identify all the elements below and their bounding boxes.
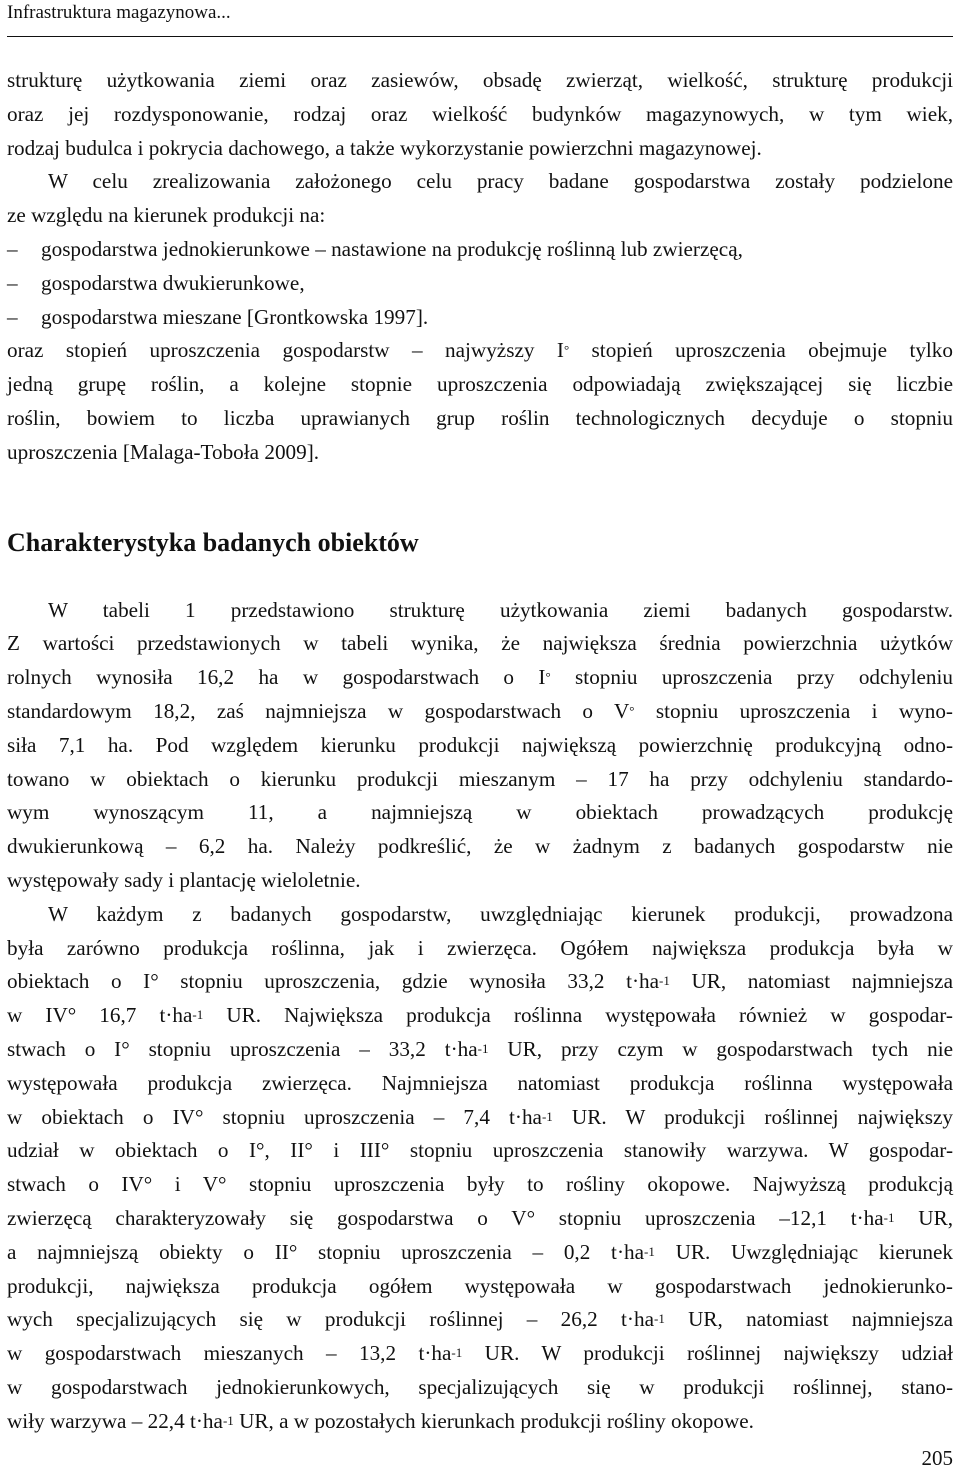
- text-run: stwach o I° stopniu uproszczenia – 33,2 t·ha: [7, 1036, 478, 1061]
- list-dash: –: [7, 236, 18, 261]
- text-line: W każdym z badanych gospodarstw, uwzględniając kierunek produkcji, prowadzona: [48, 901, 953, 926]
- text-line: [7, 1202, 953, 1236]
- text-run: stopień uproszczenia obejmuje tylko: [569, 338, 953, 363]
- text-line: W tabeli 1 przedstawiono strukturę użytkowania ziemi badanych gospodarstw.: [48, 597, 953, 622]
- exponent-superscript: -1: [222, 1412, 234, 1428]
- text-line: jedną grupę roślin, a kolejne stopnie uproszczenia odpowiadają zwiększającej się liczbie: [7, 372, 953, 397]
- list-dash: –: [7, 270, 18, 295]
- degree-superscript: °: [545, 669, 551, 685]
- text-line: roślin, bowiem to liczba uprawianych grup roślin technologicznych decyduje o stopniu: [7, 405, 953, 430]
- text-line: oraz jej rozdysponowanie, rodzaj oraz wielkość budynków magazynowych, w tym wiek,: [7, 101, 953, 126]
- text-line: występowały sady i plantację wieloletnie.: [7, 867, 361, 892]
- text-run: stopniu uproszczenia i wyno-: [634, 698, 953, 723]
- degree-superscript: °: [563, 342, 570, 358]
- list-item-text: gospodarstwa mieszane [Grontkowska 1997].: [41, 304, 429, 329]
- paragraph-1: [7, 64, 953, 165]
- text-run: w obiektach o IV° stopniu uproszczenia – 7,4 t·ha: [7, 1104, 542, 1129]
- text-line: [7, 1337, 953, 1371]
- exponent-superscript: -1: [653, 1311, 665, 1327]
- exponent-superscript: -1: [192, 1007, 204, 1023]
- paragraph-3: [7, 334, 953, 469]
- text-run: UR,: [894, 1205, 954, 1230]
- list-item-text: gospodarstwa dwukierunkowe,: [41, 270, 305, 295]
- paragraph-5: [7, 898, 953, 1439]
- exponent-superscript: -1: [644, 1243, 655, 1259]
- text-run: obiektach o I° stopniu uproszczenia, gdzie wynosiła 33,2 t·ha: [7, 969, 660, 994]
- text-line: [7, 1236, 953, 1270]
- text-line: wym wynoszącym 11, a najmniejszą w obiektach prowadzących produkcję: [7, 800, 953, 825]
- text-line: siła 7,1 ha. Pod względem kierunku produkcji największą powierzchnię produkcyjną odno-: [7, 732, 953, 757]
- text-line: w gospodarstwach jednokierunkowych, specjalizujących się w produkcji roślinnej, stano-: [7, 1374, 953, 1399]
- list-item: [7, 267, 953, 301]
- text-line: [7, 334, 953, 368]
- text-run: standardowym 18,2, zaś najmniejsza w gospodarstwach o V: [7, 698, 630, 723]
- running-head: Infrastruktura magazynowa...: [7, 2, 231, 23]
- list-item: [7, 301, 953, 335]
- list-dash: –: [7, 304, 18, 329]
- text-run: UR, natomiast najmniejsza: [669, 969, 953, 994]
- text-line: strukturę użytkowania ziemi oraz zasiewów, obsadę zwierząt, wielkość, strukturę produkcji: [7, 68, 953, 92]
- text-line: [7, 965, 953, 999]
- text-run: UR, przy czym w gospodarstwach tych nie: [488, 1036, 954, 1061]
- text-run: w IV° 16,7 t·ha: [7, 1003, 193, 1028]
- paragraph-2: [7, 165, 953, 233]
- text-line: występowała produkcja zwierzęca. Najmniejsza natomiast produkcja roślinna występowała: [7, 1070, 953, 1095]
- text-line: [7, 999, 953, 1033]
- text-line: [7, 695, 953, 729]
- text-run: UR. W produkcji roślinnej największy udział: [462, 1341, 954, 1366]
- text-line: produkcji, największa produkcja ogółem występowała w gospodarstwach jednokierunko-: [7, 1273, 953, 1298]
- text-run: stopniu uproszczenia przy odchyleniu: [550, 665, 953, 690]
- text-line: [7, 661, 953, 695]
- text-run: wych specjalizujących się w produkcji roślinnej – 26,2 t·ha: [7, 1307, 654, 1332]
- exponent-superscript: -1: [477, 1040, 489, 1056]
- page-number: 205: [921, 1446, 953, 1470]
- text-run: a najmniejszą obiekty o II° stopniu uproszczenia – 0,2 t·ha: [7, 1239, 644, 1264]
- text-run: oraz stopień uproszczenia gospodarstw – najwyższy I: [7, 338, 564, 363]
- text-line: [7, 1303, 953, 1337]
- exponent-superscript: -1: [541, 1108, 553, 1124]
- farm-type-list: [7, 233, 953, 334]
- text-line: rodzaj budulca i pokrycia dachowego, a także wykorzystanie powierzchni magazynowej.: [7, 135, 762, 160]
- text-run: UR, natomiast najmniejsza: [664, 1307, 953, 1332]
- text-line: stwach o IV° i V° stopniu uproszczenia były to rośliny okopowe. Najwyższą produkcją: [7, 1172, 953, 1197]
- paragraph-4: [7, 594, 953, 898]
- list-item: [7, 233, 953, 267]
- text-line: [7, 1405, 953, 1439]
- text-line: udział w obiektach o I°, II° i III° stopniu uproszczenia stanowiły warzywa. W gospodar-: [7, 1138, 953, 1163]
- text-line: była zarówno produkcja roślinna, jak i zwierzęca. Ogółem największa produkcja była w: [7, 935, 953, 960]
- text-line: uproszczenia [Malaga-Toboła 2009].: [7, 439, 320, 464]
- exponent-superscript: -1: [659, 973, 670, 989]
- text-line: [7, 1033, 953, 1067]
- text-line: Z wartości przedstawionych w tabeli wynika, że największa średnia powierzchnia użytków: [7, 631, 953, 656]
- text-run: UR. Uwzględniając kierunek: [654, 1239, 953, 1264]
- degree-superscript: °: [629, 702, 635, 718]
- exponent-superscript: -1: [883, 1209, 895, 1225]
- text-run: UR. W produkcji roślinnej największy: [552, 1104, 953, 1129]
- list-item-text: gospodarstwa jednokierunkowe – nastawione na produkcję roślinną lub zwierzęcą,: [41, 236, 743, 261]
- header-rule: [7, 36, 953, 37]
- text-line: dwukierunkową – 6,2 ha. Należy podkreślić, że w żadnym z badanych gospodarstw nie: [7, 834, 953, 859]
- text-line: W celu zrealizowania założonego celu pracy badane gospodarstwa zostały podzielone: [48, 169, 953, 194]
- section-heading: Charakterystyka badanych obiektów: [7, 527, 419, 557]
- text-run: UR. Największa produkcja roślinna występowała również w gospodar-: [203, 1003, 953, 1028]
- text-run: wiły warzywa – 22,4 t·ha: [7, 1408, 223, 1433]
- text-run: w gospodarstwach mieszanych – 13,2 t·ha: [7, 1341, 452, 1366]
- page-body: [7, 64, 953, 1438]
- text-run: rolnych wynosiła 16,2 ha w gospodarstwach o I: [7, 665, 546, 690]
- text-line: towano w obiektach o kierunku produkcji mieszanym – 17 ha przy odchyleniu standardo-: [7, 766, 953, 791]
- text-line: ze względu na kierunek produkcji na:: [7, 203, 326, 228]
- text-line: [7, 1101, 953, 1135]
- exponent-superscript: -1: [451, 1345, 463, 1361]
- text-run: zwierzęcą charakteryzowały się gospodarstwa o V° stopniu uproszczenia –12,1 t·ha: [7, 1205, 884, 1230]
- text-run: UR, a w pozostałych kierunkach produkcji rośliny okopowe.: [233, 1408, 754, 1433]
